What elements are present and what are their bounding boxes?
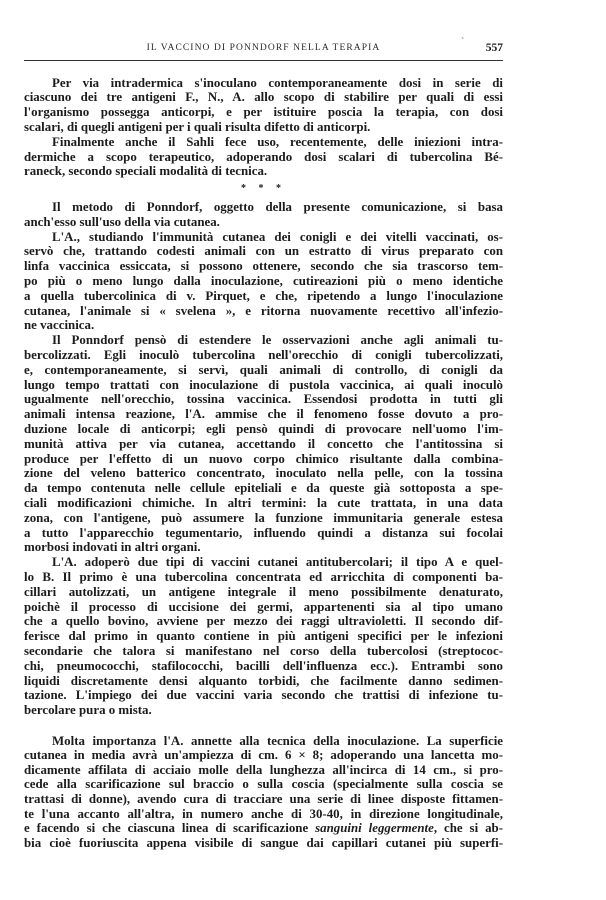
paragraph	[24, 76, 503, 135]
text-line: Il Ponndorf pensò di estendere le osservazioni anche agli animali tu-	[52, 333, 503, 348]
page-number: 557	[485, 42, 503, 54]
text-line: servò che, trattando codesti animali con un estratto di virus preparato con	[24, 244, 503, 259]
text-line: cillari autolizzati, un antigene integrale il meno possibilmente denaturato,	[24, 584, 503, 599]
text-line: cutanea in media avrà un'ampiezza di cm. 6 × 8; adoperando una lancetta mo-	[24, 748, 503, 763]
header-rule	[24, 60, 503, 61]
text-line: bercolare pura o mista.	[24, 703, 152, 718]
text-line: a tutto l'apparecchio tegumentario, influendo quindi a distanza sui focolai	[24, 525, 503, 540]
section-separator: * * *	[241, 183, 286, 194]
text-line: L'A., studiando l'immunità cutanea dei conigli e dei vitelli vaccinati, os-	[52, 229, 503, 244]
running-head	[24, 37, 503, 55]
text-block-technique	[24, 734, 503, 851]
stray-mark: `	[461, 37, 465, 48]
text-line: ne vaccinica.	[24, 318, 95, 333]
text-line: poichè il processo di uccisione dei germi, appartenenti sia al tipo umano	[24, 599, 503, 614]
text-line: zione del veleno batterico concentrato, inoculato nella pelle, con la tossina	[24, 466, 503, 481]
text-line: che a quello bovino, avviene per mezzo dei raggi ultravioletti. Il secondo dif-	[24, 614, 503, 629]
text-line: morbosi indovati in altri organi.	[24, 540, 201, 555]
text-line: scalari, di quegli antigeni per i quali risulta difetto di anticorpi.	[24, 119, 371, 134]
text-line: po più o meno lungo dalla inoculazione, cutireazioni più o meno identiche	[24, 273, 503, 288]
paragraph	[24, 734, 503, 851]
text-line: munità attiva per via cutanea, accettando il concetto che l'antitossina si	[24, 436, 503, 451]
text-line: L'A. adoperò due tipi di vaccini cutanei antitubercolari; il tipo A e quel-	[52, 555, 503, 570]
text-line: dermiche a scopo terapeutico, adoperando dosi scalari di tubercolina Bé-	[24, 149, 503, 164]
text-line: bia cioè fuoriuscita appena visibile di sangue dai capillari cutanei più superfi-	[24, 835, 503, 850]
text-line: Finalmente anche il Sahli fece uso, recentemente, delle iniezioni intra-	[52, 134, 503, 149]
text-line: anch'esso sull'uso della via cutanea.	[24, 214, 220, 229]
text-line: Il metodo di Ponndorf, oggetto della presente comunicazione, si basa	[52, 200, 503, 214]
text-line: cutanea, l'animale si « svelena », e ritorna nuovamente recettivo all'infezio-	[24, 303, 503, 318]
text-line: trattasi di donne), avendo cura di tracciare una serie di linee disposte fittamen-	[24, 792, 503, 807]
text-line: duzione locale di anticorpi; egli pensò quindi di provocare nell'uomo l'im-	[24, 421, 503, 436]
text-line: ferisce dal primo in quanto contiene in più antigeni specifici per le infezioni	[24, 629, 503, 644]
text-line: Molta importanza l'A. annette alla tecnica della inoculazione. La superficie	[52, 733, 503, 748]
running-head-title: IL VACCINO DI PONNDORF NELLA TERAPIA	[146, 43, 381, 53]
text-line: bercolizzati. Egli inoculò tubercolina nell'orecchio di conigli tubercolizzati,	[24, 347, 503, 362]
paragraph	[24, 200, 503, 230]
text-line: liquidi discretamente densi alquanto torbidi, che facilmente danno sedimen-	[24, 673, 503, 688]
text-line: tazione. L'impiego dei due vaccini varia secondo che trattisi di infezione tu-	[24, 688, 503, 703]
text-block-method	[24, 200, 503, 718]
text-line: cede alla scarificazione sul braccio o sulla coscia (specialmente sulla coscia se	[24, 777, 503, 792]
text-line: Per via intradermica s'inoculano contemporaneamente dosi in serie di	[52, 75, 503, 90]
text-line: ugualmente nell'orecchio, tossina vaccinica. Essendosi prodotta in tutti gli	[24, 392, 503, 407]
text-line: zona, con l'antigene, può assumere la funzione immunitaria generale estesa	[24, 510, 503, 525]
text-segment: e facendo si che ciascuna linea di scarificazione	[24, 821, 316, 836]
text-line: secondarie che talora si manifestano nel corso della tubercolosi (streptococ-	[24, 643, 503, 658]
text-block-intro	[24, 76, 503, 180]
text-line: ciascuno dei tre antigeni F., N., A. allo scopo di stabilire per quali di essi	[24, 90, 503, 105]
text-line: e, contemporaneamente, si servì, quali animali di controllo, di conigli da	[24, 362, 503, 377]
text-segment: , che si ab-	[433, 821, 504, 836]
italic-emphasis: sanguini leggermente	[315, 821, 434, 836]
text-line: produce per l'effetto di un nuovo corpo chimico risultante dalla combina-	[24, 451, 503, 466]
paragraph	[24, 333, 503, 555]
text-line: chi, pneumococchi, stafilococchi, bacilli dell'influenza ecc.). Entrambi sono	[24, 658, 503, 673]
text-line: l'organismo possegga anticorpi, e per istituire poscia la terapia, con dosi	[24, 105, 503, 120]
paragraph	[24, 135, 503, 179]
text-line: ciali modificazioni chimiche. In altri termini: la cute trattata, in una data	[24, 495, 503, 510]
paragraph	[24, 555, 503, 718]
text-line: lo B. Il primo è una tubercolina concentrata ed arricchita di componenti ba-	[24, 569, 503, 584]
text-line: animali intensa reazione, l'A. ammise che il fenomeno fosse dovuto a pro-	[24, 407, 503, 422]
text-line: linfa vaccinica essiccata, si possono ottenere, secondo che sia trascorso tem-	[24, 259, 503, 274]
text-line: raneck, secondo speciali modalità di tecnica.	[24, 164, 268, 179]
text-line: a quella tubercolinica di v. Pirquet, e che, ripetendo a lungo l'inoculazione	[24, 288, 503, 303]
text-line: lungo tempo trattati con inoculazione di pustola vaccinica, ai quali inoculò	[24, 377, 503, 392]
text-line: te l'una accanto all'altra, in numero anche di 30-40, in direzione longitudinale,	[24, 806, 503, 821]
text-line: dicamente affilata di acciaio molle della lunghezza all'incirca di 14 cm., si pro-	[24, 762, 503, 777]
text-line: da tempo contenuta nelle cellule epiteliali e da queste già sottoposta a spe-	[24, 481, 503, 496]
paragraph	[24, 230, 503, 334]
text-line	[24, 821, 503, 836]
